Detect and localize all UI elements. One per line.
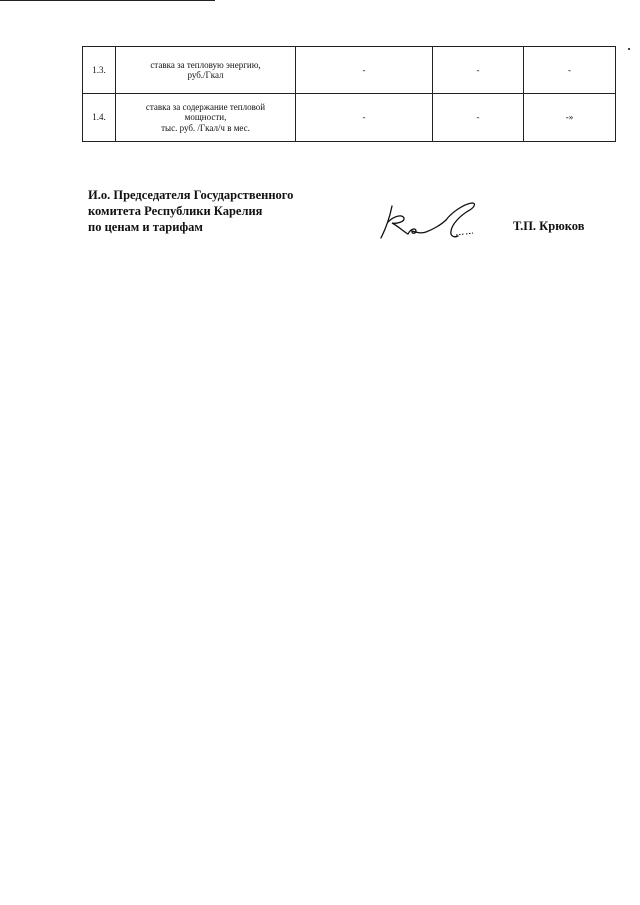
description-line: мощности,	[184, 112, 227, 123]
scan-speck	[628, 48, 630, 50]
position-line: комитета Республики Карелия	[88, 204, 263, 218]
row-number: 1.4.	[83, 94, 116, 142]
table-row	[83, 94, 616, 142]
description-line: ставка за тепловую энергию,	[150, 59, 261, 70]
table-row	[83, 47, 616, 94]
position-line: И.о. Председателя Государственного	[88, 188, 294, 202]
signatory-position	[88, 187, 293, 235]
description-line: руб./Гкал	[187, 70, 224, 80]
description-line: ставка за содержание тепловой	[145, 101, 266, 112]
signatory-name: Т.П. Крюков	[513, 219, 585, 233]
row-description	[116, 47, 296, 94]
top-rule	[0, 0, 215, 1]
value-cell: -	[296, 94, 433, 142]
handwritten-signature	[378, 198, 478, 242]
value-cell: -»	[524, 94, 616, 142]
tariff-table	[82, 46, 616, 142]
value-cell: -	[433, 47, 524, 94]
value-cell: -	[296, 47, 433, 94]
row-number: 1.3.	[83, 47, 116, 94]
value-cell: -	[433, 94, 524, 142]
position-line: по ценам и тарифам	[88, 220, 203, 234]
description-line: тыс. руб. /Гкал/ч в мес.	[161, 122, 250, 133]
row-description	[116, 94, 296, 142]
value-cell: -	[524, 47, 616, 94]
